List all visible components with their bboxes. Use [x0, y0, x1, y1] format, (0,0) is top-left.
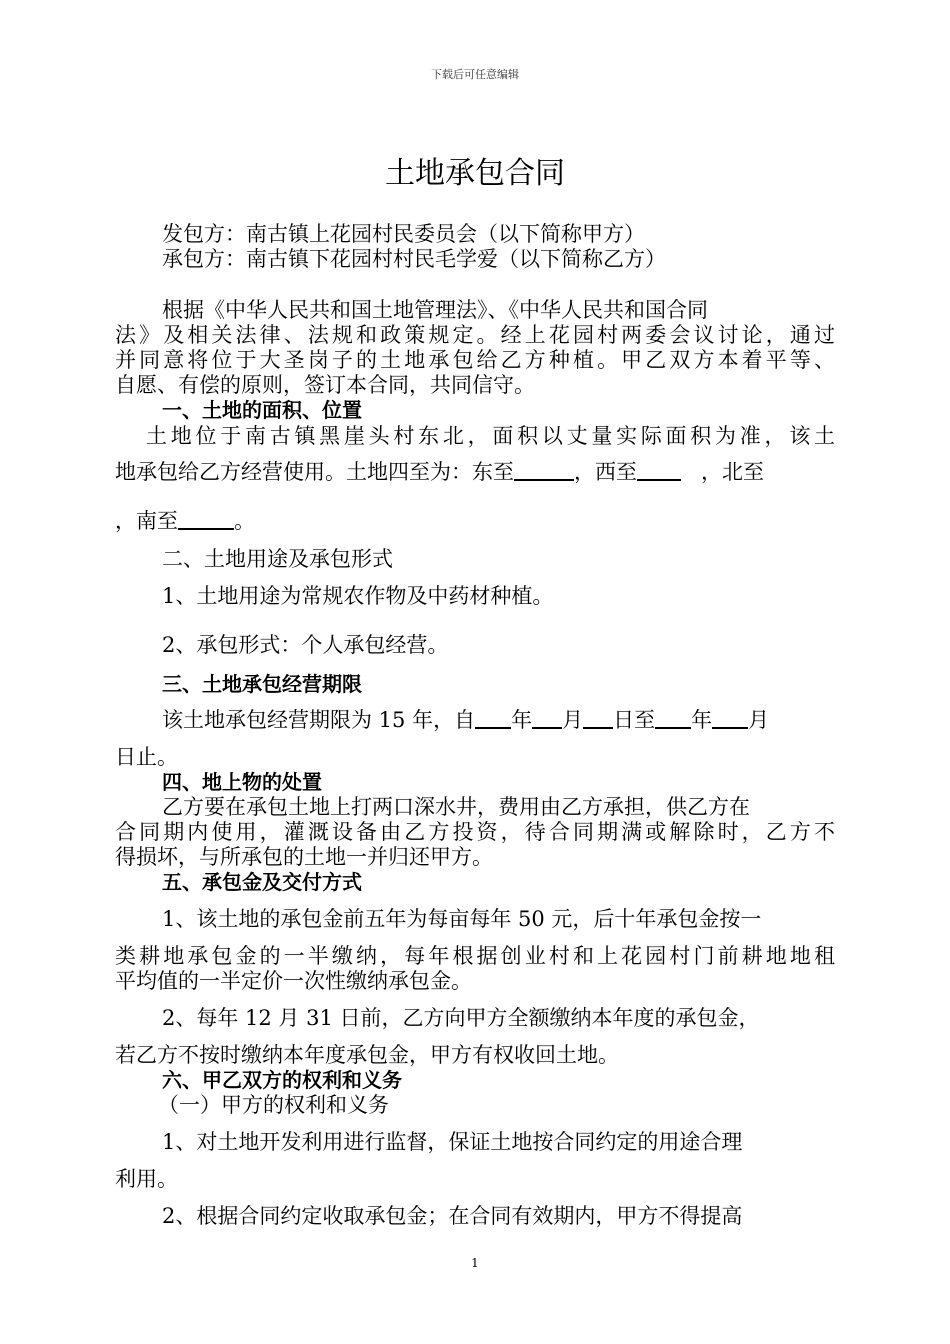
west-boundary-blank [637, 459, 681, 481]
section-1-text: ，南至 [115, 509, 178, 533]
section-6-text: 利用。 [115, 1167, 178, 1191]
document-title: 土地承包合同 [385, 156, 565, 191]
section-1-text: 地承包给乙方经营使用。土地四至为：东至 [115, 460, 514, 484]
section-6-subheading: （一）甲方的权利和义务 [158, 1093, 389, 1117]
section-3-text: 月 [748, 708, 770, 732]
section-4-heading: 四、地上物的处置 [162, 770, 322, 794]
section-5-text: 1、该土地的承包金前五年为每亩每年 50 元，后十年承包金按一 [162, 907, 762, 931]
preamble-line: 根据《中华人民共和国土地管理法》、《中华人民共和国合同 [162, 298, 708, 322]
east-boundary-blank [514, 459, 574, 481]
section-1-heading: 一、土地的面积、位置 [162, 398, 362, 422]
contractor-line: 发包方：南古镇上花园村民委员会（以下简称甲方） [162, 222, 645, 246]
end-year-blank [655, 707, 691, 729]
section-5-text: 2、每年 12 月 31 日前，乙方向甲方全额缴纳本年度的承包金， [162, 1006, 760, 1030]
south-boundary-blank [178, 508, 234, 530]
end-month-blank [712, 707, 748, 729]
page-header: 下载后可任意编辑 [431, 68, 519, 81]
section-1-boundaries-south [115, 508, 835, 534]
section-6-text: 2、根据合同约定收取承包金；在合同有效期内，甲方不得提高 [162, 1204, 743, 1228]
section-2-heading: 二、土地用途及承包形式 [162, 547, 393, 571]
page-number: 1 [471, 1256, 479, 1270]
section-2-item: 1、土地用途为常规农作物及中药材种植。 [162, 584, 554, 608]
section-6-heading: 六、甲乙双方的权利和义务 [162, 1068, 402, 1092]
section-4-text: 得损坏，与所承包的土地一并归还甲方。 [115, 845, 493, 869]
section-6-text: 1、对土地开发利用进行监督，保证土地按合同约定的用途合理 [162, 1130, 743, 1154]
section-1-text: 。 [234, 509, 255, 533]
section-5-text: 若乙方不按时缴纳本年度承包金，甲方有权收回土地。 [115, 1043, 619, 1067]
section-3-text: 该土地承包经营期限为 15 年，自 [162, 708, 476, 732]
section-3-text: 年 [691, 708, 713, 732]
start-year-blank [475, 707, 511, 729]
section-5-text: 平均值的一半定价一次性缴纳承包金。 [115, 969, 472, 993]
preamble-line: 法》及相关法律、法规和政策规定。经上花园村两委会议讨论，通过 [115, 323, 835, 347]
section-3-term [162, 707, 882, 733]
section-4-text: 乙方要在承包土地上打两口深水井，费用由乙方承担，供乙方在 [162, 795, 750, 819]
section-3-text: 年 [511, 708, 533, 732]
section-1-boundaries [115, 459, 835, 485]
section-5-text: 类耕地承包金的一半缴纳，每年根据创业村和上花园村门前耕地地租 [115, 944, 835, 968]
start-month-blank [532, 707, 562, 729]
section-3-text: 日至 [613, 708, 656, 732]
section-3-text: 月 [562, 708, 584, 732]
section-3-text: 日止。 [115, 745, 178, 769]
start-day-blank [583, 707, 613, 729]
contractee-line: 承包方：南古镇下花园村村民毛学爱（以下简称乙方） [162, 247, 666, 271]
preamble-line: 自愿、有偿的原则，签订本合同，共同信守。 [115, 373, 535, 397]
section-1-text: ，西至 [574, 460, 637, 484]
section-1-text: ，北至 [701, 460, 764, 484]
section-2-item: 2、承包形式：个人承包经营。 [162, 633, 449, 657]
preamble-line: 并同意将位于大圣岗子的土地承包给乙方种植。甲乙双方本着平等、 [115, 348, 835, 372]
section-4-text: 合同期内使用，灌溉设备由乙方投资，待合同期满或解除时，乙方不 [115, 820, 835, 844]
section-1-text: 土地位于南古镇黑崖头村东北，面积以丈量实际面积为准，该土 [146, 424, 835, 448]
section-3-heading: 三、土地承包经营期限 [162, 672, 362, 696]
section-5-heading: 五、承包金及交付方式 [162, 870, 362, 894]
